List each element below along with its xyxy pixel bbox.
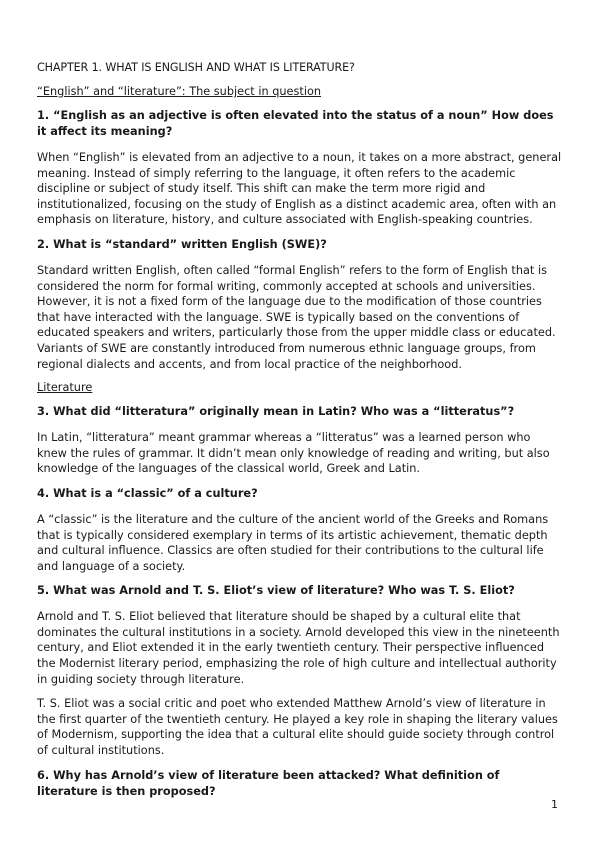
answer-1: When “English” is elevated from an adjective to a noun, it takes on a more abstract, general meaning. Instead of simply referring to the language, it often refers to the academic discipline or subject of study itself. This shift can make the term more rigid and institutionalized, focusing on the study of English as a distinct academic area, often with an emphasis on literature, history, and culture associated with English-speaking countries. <box>37 151 562 227</box>
question-6: 6. Why has Arnold’s view of literature been attacked? What definition of literature is then proposed? <box>37 768 500 798</box>
page-number: 1 <box>551 798 558 811</box>
question-1: 1. “English as an adjective is often elevated into the status of a noun” How does it affect its meaning? <box>37 109 554 138</box>
question-3: 3. What did “litteratura” originally mean in Latin? Who was a “litteratus”? <box>37 405 515 419</box>
question-5: 5. What was Arnold and T. S. Eliot’s view of literature? Who was T. S. Eliot? <box>37 584 515 598</box>
answer-3: In Latin, “litteratura” meant grammar whereas a “litteratus” was a learned person who knew the rules of grammar. It didn’t mean only knowledge of reading and writing, but also knowledge of the languages of the classical world, Greek and Latin. <box>37 431 550 476</box>
answer-5b: T. S. Eliot was a social critic and poet who extended Matthew Arnold’s view of literature in the first quarter of the twentieth century. He played a key role in shaping the literary values of Modernism, supporting the idea that a cultural elite should guide society through control of cultural institutions. <box>37 697 558 758</box>
page-content <box>37 61 562 810</box>
question-2: 2. What is “standard” written English (SWE)? <box>37 237 327 251</box>
chapter-title: CHAPTER 1. WHAT IS ENGLISH AND WHAT IS LITERATURE? <box>37 61 355 74</box>
answer-4: A “classic” is the literature and the culture of the ancient world of the Greeks and Romans that is typically considered exemplary in terms of its artistic achievement, thematic depth and cultural influence. Classics are often studied for their contributions to the cultural life and language of a society. <box>37 512 549 573</box>
answer-2: Standard written English, often called “formal English” refers to the form of English that is considered the norm for formal writing, commonly accepted at schools and universities. However, it is not a fixed form of the language due to the modification of those countries that have interacted with the language. SWE is typically based on the conventions of educated speakers and writers, particularly those from the upper middle class or educated. Variants of SWE are constantly introduced from numerous ethnic language groups, from regional dialects and accents, and from local practice of the neighborhood. <box>37 263 556 371</box>
literature-heading: Literature <box>37 381 93 395</box>
answer-5a: Arnold and T. S. Eliot believed that literature should be shaped by a cultural elite that dominates the cultural institutions in a society. Arnold developed this view in the nineteenth century, and Eliot extended it in the early twentieth century. Their perspective influenced the Modernist literary period, emphasizing the role of high culture and intellectual authority in guiding society through literature. <box>37 610 560 686</box>
question-4: 4. What is a “classic” of a culture? <box>37 486 258 500</box>
section-title: “English” and “literature”: The subject in question <box>37 85 322 98</box>
